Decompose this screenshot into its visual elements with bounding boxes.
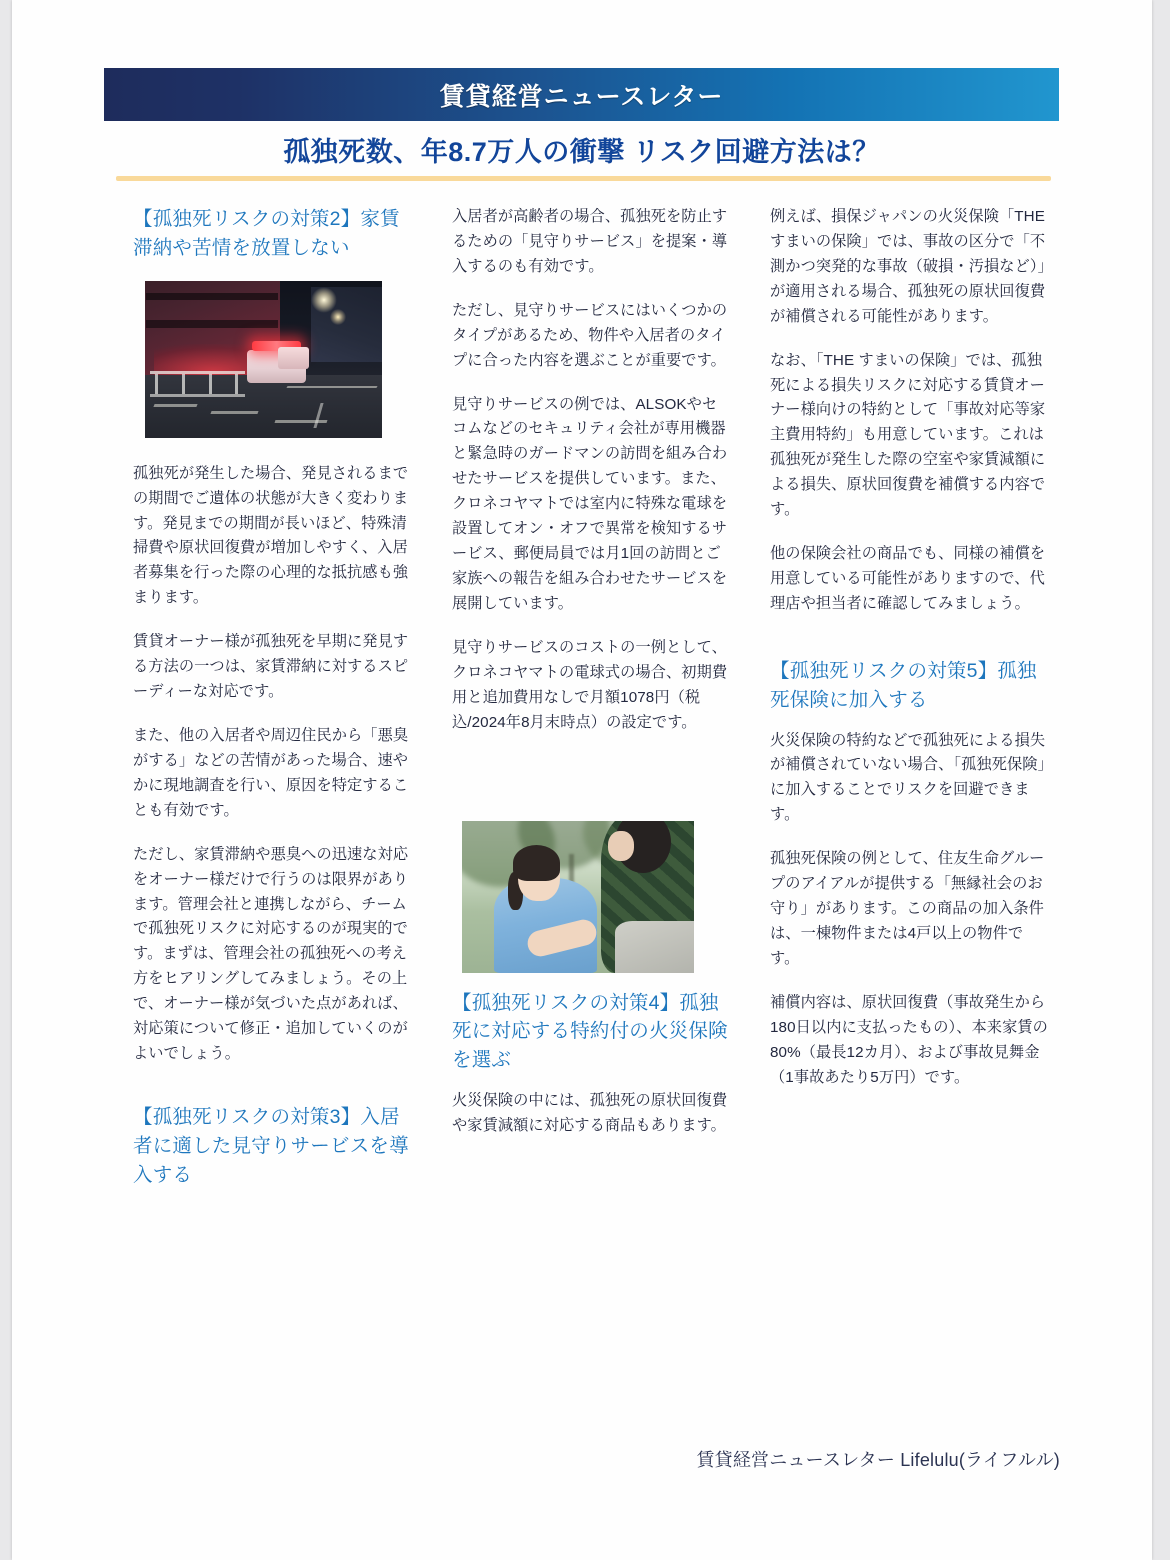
- newsletter-page: [12, 0, 1152, 1560]
- section-heading-measure-3: 【孤独死リスクの対策3】入居者に適した見守りサービスを導入する: [133, 1106, 409, 1186]
- road-marking: [154, 404, 198, 407]
- paragraph: また、他の入居者や周辺住民から「悪臭がする」などの苦情があった場合、速やかに現地調査を行い、原因を特定することも有効です。: [133, 727, 409, 819]
- column-two: [452, 205, 730, 1139]
- fence-post: [155, 374, 158, 394]
- paragraph: 例えば、損保ジャパンの火災保険「THE すまいの保険」では、事故の区分で「不測かつ突発的な事故（破損・汚損など）」が適用される場合、孤独死の原状回復費が補償される可能性があります。: [770, 208, 1046, 325]
- road-marking: [211, 411, 259, 414]
- paragraph: ただし、家賃滞納や悪臭への迅速な対応をオーナー様だけで行うのは限界があります。管理会社と連携しながら、チームで孤独死リスクに対応するのが現実的です。まずは、管理会社の孤独死への考え方をヒアリングしてみましょう。その上で、オーナー様が気づいた点があれば、対応策について修正・追加していくのがよいでしょう。: [133, 845, 409, 1063]
- fence-post: [235, 374, 238, 394]
- column-one: [133, 205, 411, 1204]
- fence-post: [182, 374, 185, 394]
- paragraph: 孤独死が発生した場合、発見されるまでの期間でご遺体の状態が大きく変わります。発見までの期間が長いほど、特殊清掃費や原状回復費が増加しやすく、入居者募集を行った際の心理的な抵抗感も強まります。: [133, 464, 409, 607]
- fence-post: [209, 374, 212, 394]
- section-heading-measure-5: 【孤独死リスクの対策5】孤独死保険に加入する: [770, 659, 1037, 711]
- photo-caregiver-senior: [462, 821, 694, 973]
- road-marking: [287, 386, 378, 388]
- photo-night-ambulance: [145, 281, 382, 438]
- senior-hand: [608, 831, 634, 861]
- paragraph: 見守りサービスのコストの一例として、クロネコヤマトの電球式の場合、初期費用と追加費用なしで月額1078円（税込/2024年8月末時点）の設定です。: [452, 638, 728, 731]
- ambulance-rear: [278, 347, 309, 369]
- senior-pants: [615, 921, 694, 973]
- paragraph: なお、「THE すまいの保険」では、孤独死による損失リスクに対応する賃貸オーナー様向けの特約として「事故対応等家主費用特約」も用意しています。これは孤独死が発生した際の空室や家賃減額による損失、原状回復費を補償する内容です。: [770, 351, 1046, 519]
- page-headline: 孤独死数、年8.7万人の衝撃 リスク回避方法は？: [283, 136, 880, 167]
- street-lamp-secondary-icon: [330, 309, 346, 325]
- paragraph: 孤独死保険の例として、住友生命グループのアイアルが提供する「無縁社会のお守り」があります。この商品の加入条件は、一棟物件または4戸以上の物件です。: [770, 850, 1045, 967]
- headline-container: [104, 128, 1059, 170]
- caregiver-hair: [513, 845, 560, 881]
- paragraph: 火災保険の中には、孤独死の原状回復費や家賃減額に対応する商品もあります。: [452, 1092, 728, 1135]
- paragraph: 補償内容は、原状回復費（事故発生から180日以内に支払ったもの）、本来家賃の80%（最長12カ月）、および事故見舞金（1事故あたり5万円）です。: [770, 993, 1048, 1086]
- gold-divider-rule: [116, 176, 1051, 181]
- column-three: [770, 205, 1048, 1091]
- paragraph: 入居者が高齢者の場合、孤独死を防止するための「見守りサービス」を提案・導入するのも有効です。: [452, 208, 728, 275]
- paragraph: ただし、見守りサービスにはいくつかのタイプがあるため、物件や入居者のタイプに合った内容を選ぶことが重要です。: [452, 301, 728, 369]
- guard-fence: [150, 371, 245, 397]
- paragraph: 見守りサービスの例では、ALSOKやセコムなどのセキュリティ会社が専用機器と緊急時のガードマンの訪問を組み合わせたサービスを提供しています。また、クロネコヤマトでは室内に特殊な電球を設置してオン・オフで異常を検知するサービス、郵便局員では月1回の訪問とご家族への報告を組み合わせたサービスを展開しています。: [452, 395, 728, 612]
- section-heading-measure-2: 【孤独死リスクの対策2】家賃滞納や苦情を放置しない: [133, 208, 400, 259]
- masthead-banner: [104, 68, 1059, 121]
- footer-branding: 賃貸経営ニュースレター Lifelulu(ライフルル): [696, 1450, 1060, 1470]
- section-heading-measure-4: 【孤独死リスクの対策4】孤独死に対応する特約付の火災保険を選ぶ: [452, 991, 728, 1072]
- street-lamp-icon: [311, 287, 337, 313]
- masthead-title: 賃貸経営ニュースレター: [439, 82, 724, 111]
- paragraph: 他の保険会社の商品でも、同様の補償を用意している可能性がありますので、代理店や担当者に確認してみましょう。: [770, 545, 1046, 612]
- curb-edge: [314, 403, 381, 428]
- paragraph: 賃貸オーナー様が孤独死を早期に発見する方法の一つは、家賃滞納に対するスピーディーな対応です。: [133, 633, 409, 701]
- paragraph: 火災保険の特約などで孤独死による損失が補償されていない場合、「孤独死保険」に加入することでリスクを回避できます。: [770, 731, 1046, 824]
